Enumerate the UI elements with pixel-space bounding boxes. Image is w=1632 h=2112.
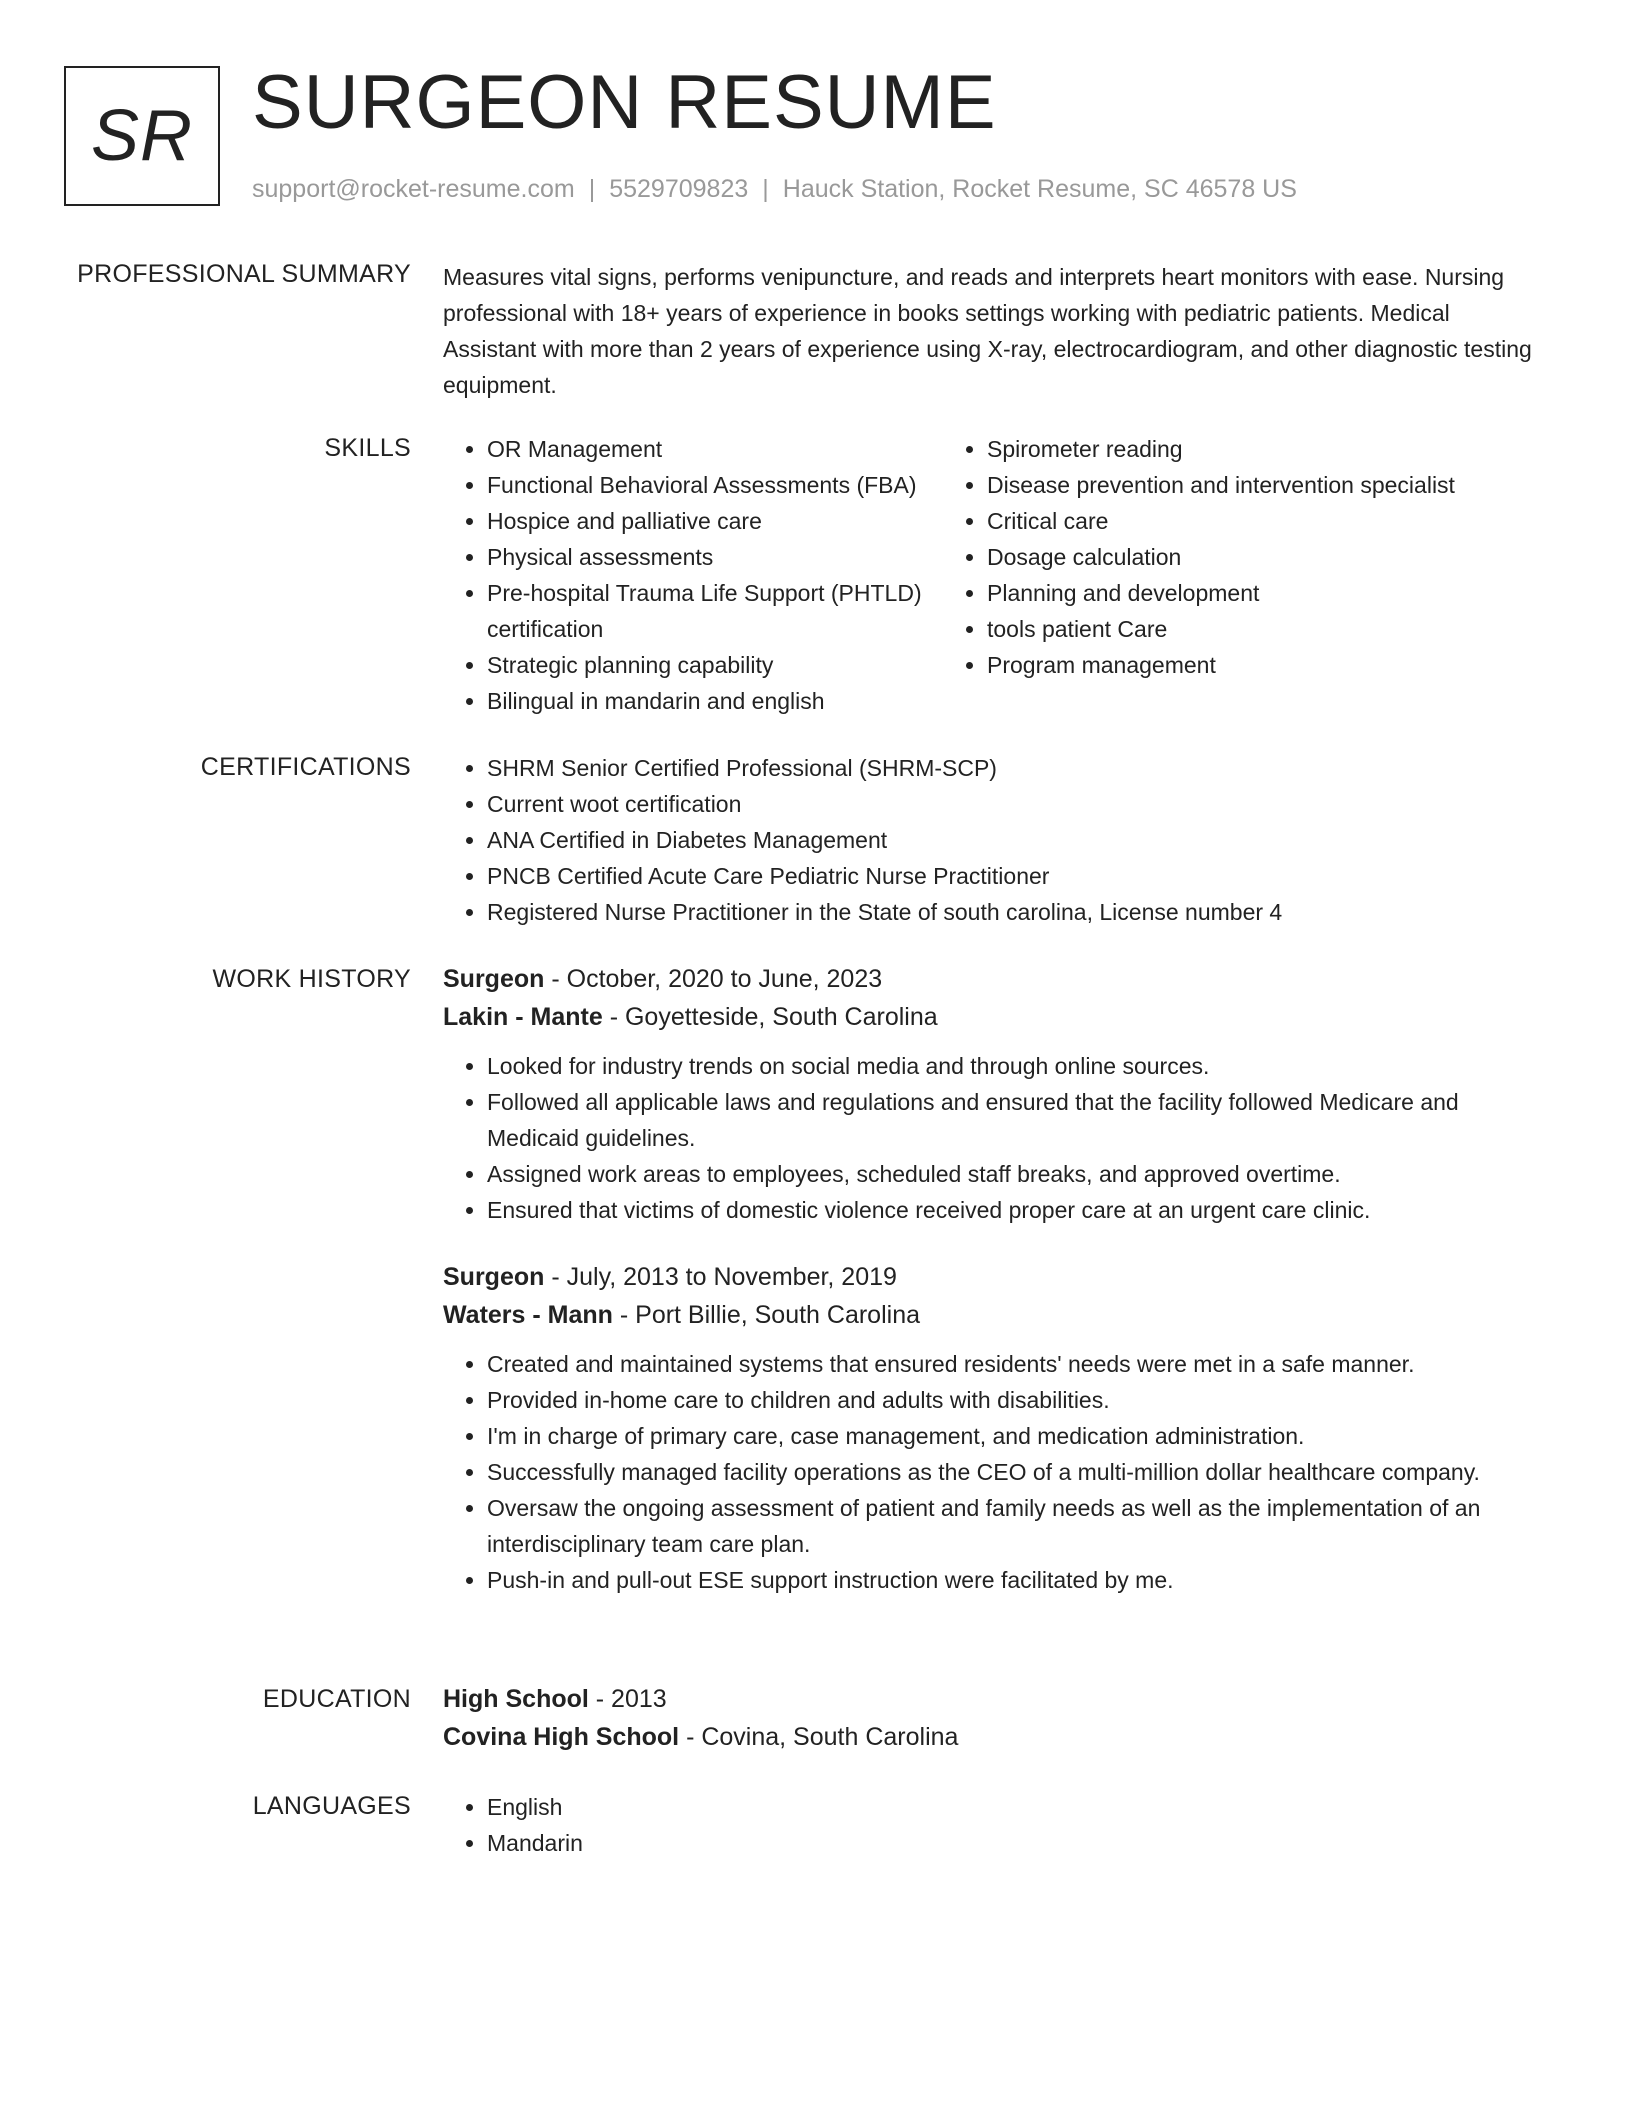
work-history-body [443, 960, 1543, 1598]
list-item: • Program management [987, 647, 1543, 683]
education-school-line [443, 1718, 1543, 1756]
education-body [443, 1680, 1543, 1756]
work-history-label: WORK HISTORY [212, 965, 411, 993]
job-company: Waters - Mann [443, 1301, 613, 1329]
phone[interactable]: 5529709823 [609, 175, 749, 203]
education-label: EDUCATION [262, 1685, 411, 1713]
list-item: • Mandarin [487, 1825, 1543, 1861]
list-item: • Push-in and pull-out ESE support instruction were facilitated by me. [487, 1562, 1543, 1598]
list-item: • Registered Nurse Practitioner in the State of south carolina, License number 4 [487, 894, 1543, 930]
certifications-label: CERTIFICATIONS [200, 753, 411, 781]
list-item: • Pre-hospital Trauma Life Support (PHTLD) certification [487, 575, 943, 647]
job-bullets [443, 1048, 1543, 1228]
job-title: Surgeon [443, 965, 545, 993]
list-item: • PNCB Certified Acute Care Pediatric Nurse Practitioner [487, 858, 1543, 894]
list-item: • Critical care [987, 503, 1543, 539]
contact-line [252, 173, 1297, 205]
email[interactable]: support@rocket-resume.com [252, 175, 575, 203]
skills-list-left [443, 431, 943, 719]
job-entry [443, 1258, 1543, 1598]
list-item: • Bilingual in mandarin and english [487, 683, 943, 719]
list-item: • Ensured that victims of domestic violence received proper care at an urgent care clinic. [487, 1192, 1543, 1228]
job-dates: - October, 2020 to June, 2023 [544, 965, 883, 993]
list-item: • Successfully managed facility operations as the CEO of a multi-million dollar healthcare company. [487, 1454, 1543, 1490]
list-item: • Followed all applicable laws and regulations and ensured that the facility followed Medicare and Medicaid guidelines. [487, 1084, 1543, 1156]
list-item: • Physical assessments [487, 539, 943, 575]
list-item: • Functional Behavioral Assessments (FBA) [487, 467, 943, 503]
languages-list [443, 1789, 1543, 1861]
list-item: • Disease prevention and intervention specialist [987, 467, 1543, 503]
job-title: Surgeon [443, 1263, 545, 1291]
list-item: • Assigned work areas to employees, scheduled staff breaks, and approved overtime. [487, 1156, 1543, 1192]
list-item: • OR Management [487, 431, 943, 467]
list-item: • Oversaw the ongoing assessment of patient and family needs as well as the implementation of an interdisciplinary team care plan. [487, 1490, 1543, 1562]
certifications-body [443, 750, 1543, 930]
job-bullets [443, 1346, 1543, 1598]
address: Hauck Station, Rocket Resume, SC 46578 US [782, 175, 1297, 203]
education-degree: High School [443, 1685, 589, 1713]
summary-label: PROFESSIONAL SUMMARY [77, 260, 411, 288]
job-company-line [443, 998, 1543, 1036]
list-item: • SHRM Senior Certified Professional (SHRM-SCP) [487, 750, 1543, 786]
list-item: • I'm in charge of primary care, case management, and medication administration. [487, 1418, 1543, 1454]
list-item: • tools patient Care [987, 611, 1543, 647]
job-entry [443, 960, 1543, 1228]
skills-lists [443, 431, 1543, 719]
contact-separator: | [762, 175, 769, 203]
list-item: • Hospice and palliative care [487, 503, 943, 539]
certifications-list [443, 750, 1543, 930]
languages-label: LANGUAGES [252, 1792, 411, 1820]
list-item: • Created and maintained systems that ensured residents' needs were met in a safe manner. [487, 1346, 1543, 1382]
job-title-line [443, 960, 1543, 998]
list-item: • Current woot certification [487, 786, 1543, 822]
job-title-line [443, 1258, 1543, 1296]
list-item: • Dosage calculation [987, 539, 1543, 575]
list-item: • Strategic planning capability [487, 647, 943, 683]
skills-list-right [943, 431, 1543, 719]
monogram: SR [64, 66, 220, 206]
list-item: • Provided in-home care to children and adults with disabilities. [487, 1382, 1543, 1418]
skills-label: SKILLS [324, 434, 411, 462]
resume-title: SURGEON RESUME [252, 60, 997, 145]
job-company-line [443, 1296, 1543, 1334]
education-degree-line [443, 1680, 1543, 1718]
list-item: • ANA Certified in Diabetes Management [487, 822, 1543, 858]
education-location: - Covina, South Carolina [679, 1723, 959, 1751]
contact-separator: | [588, 175, 596, 203]
job-company: Lakin - Mante [443, 1003, 603, 1031]
list-item: • English [487, 1789, 1543, 1825]
job-location: - Goyetteside, South Carolina [602, 1003, 938, 1031]
summary-text: Measures vital signs, performs venipuncture, and reads and interprets heart monitors with ease. Nursing professional with 18+ years of experience in books settings working with pediatric patients. Medical Assistant with more than 2 years of experience using X-ray, electrocardiogram, and other diagnostic testing equipment. [443, 264, 1532, 398]
education-year: - 2013 [588, 1685, 667, 1713]
list-item: • Looked for industry trends on social media and through online sources. [487, 1048, 1543, 1084]
education-school: Covina High School [443, 1723, 680, 1751]
list-item: • Planning and development [987, 575, 1543, 611]
job-location: - Port Billie, South Carolina [612, 1301, 921, 1329]
job-dates: - July, 2013 to November, 2019 [544, 1263, 897, 1291]
list-item: • Spirometer reading [987, 431, 1543, 467]
languages-body [443, 1789, 1543, 1861]
